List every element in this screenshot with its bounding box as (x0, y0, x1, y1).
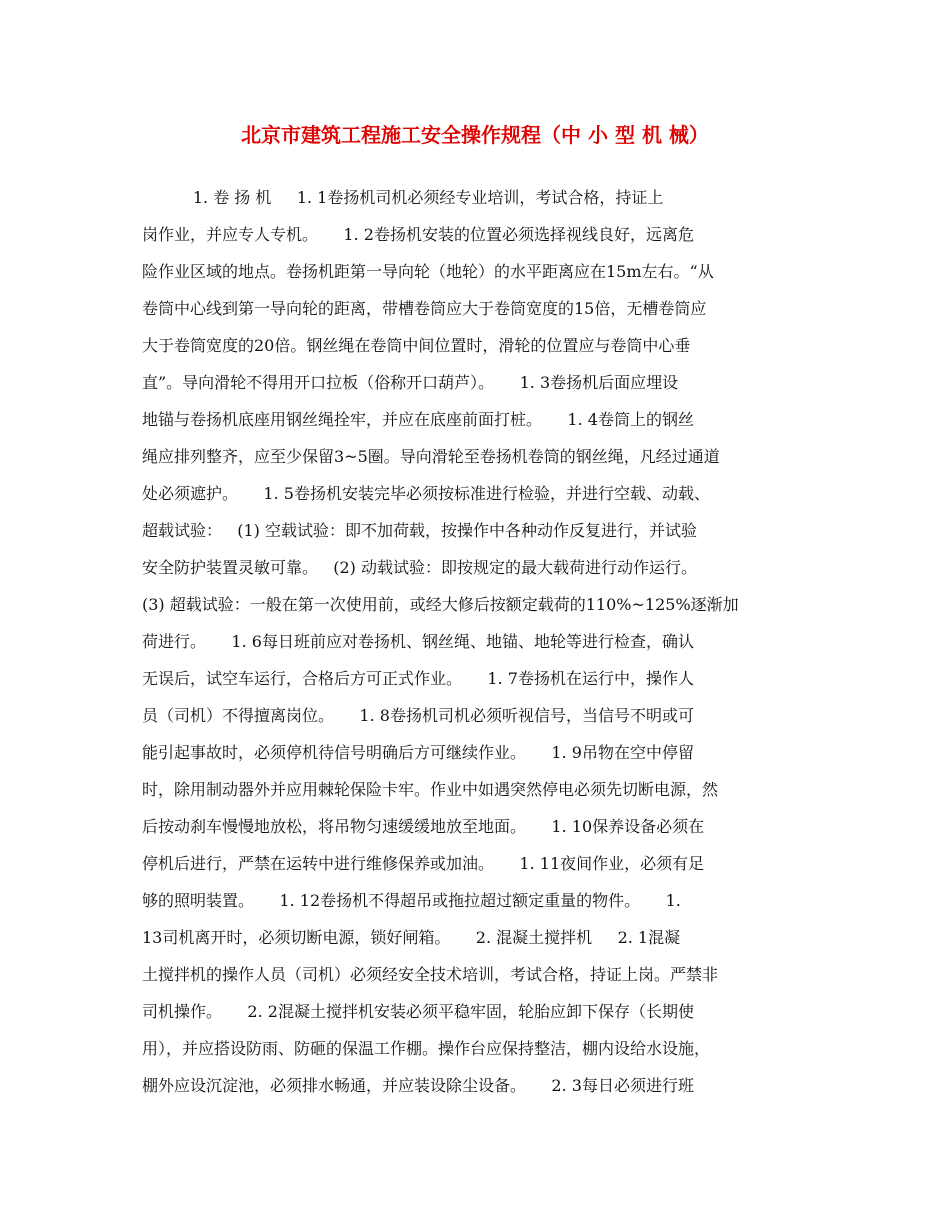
body-line: 岗作业，并应专人专机。 1. 2卷扬机安装的位置必须选择视线良好，远离危 (142, 225, 694, 244)
document-body (142, 179, 842, 1104)
body-line: 超载试验： (1) 空载试验：即不加荷载，按操作中各种动作反复进行，并试验 (142, 521, 698, 540)
body-line: 棚外应设沉淀池，必须排水畅通，并应装设除尘设备。 2. 3每日必须进行班 (142, 1076, 694, 1095)
body-line: 后按动刹车慢慢地放松，将吊物匀速缓缓地放至地面。 1. 10保养设备必须在 (142, 817, 705, 836)
body-line: 绳应排列整齐，应至少保留3~5圈。导向滑轮至卷扬机卷筒的钢丝绳，凡经过通道 (142, 447, 720, 466)
body-line: 安全防护装置灵敏可靠。 (2) 动载试验：即按规定的最大载荷进行动作运行。 (142, 558, 698, 577)
body-line: 大于卷筒宽度的20倍。钢丝绳在卷筒中间位置时，滑轮的位置应与卷筒中心垂 (142, 336, 691, 355)
body-line: 处必须遮护。 1. 5卷扬机安装完毕必须按标准进行检验，并进行空载、动载、 (142, 484, 710, 503)
body-line: 够的照明装置。 1. 12卷扬机不得超吊或拖拉超过额定重量的物件。 1. (142, 891, 681, 910)
body-line: 卷筒中心线到第一导向轮的距离，带槽卷筒应大于卷筒宽度的15倍，无槽卷筒应 (142, 299, 707, 318)
body-line: (3) 超载试验：一般在第一次使用前，或经大修后按额定载荷的110%~125%逐渐加 (142, 595, 739, 614)
body-line: 停机后进行，严禁在运转中进行维修保养或加油。 1. 11夜间作业，必须有足 (142, 854, 705, 873)
body-line: 用），并应搭设防雨、防砸的保温工作棚。操作台应保持整洁，棚内设给水设施， (142, 1039, 711, 1058)
body-line: 员（司机）不得擅离岗位。 1. 8卷扬机司机必须听视信号，当信号不明或可 (142, 706, 694, 725)
body-line: 时，除用制动器外并应用棘轮保险卡牢。作业中如遇突然停电必须先切断电源，然 (142, 780, 719, 799)
body-line: 1. 卷 扬 机 1. 1卷扬机司机必须经专业培训，考试合格，持证上 (142, 188, 664, 207)
body-line: 险作业区域的地点。卷扬机距第一导向轮（地轮）的水平距离应在15m左右。“从 (142, 262, 714, 281)
body-line: 无误后，试空车运行，合格后方可正式作业。 1. 7卷扬机在运行中，操作人 (142, 669, 694, 688)
body-line: 13司机离开时，必须切断电源，锁好闸箱。 2. 混凝土搅拌机 2. 1混凝 (142, 928, 681, 947)
body-line: 荷进行。 1. 6每日班前应对卷扬机、钢丝绳、地锚、地轮等进行检查，确认 (142, 632, 694, 651)
body-line: 司机操作。 2. 2混凝土搅拌机安装必须平稳牢固，轮胎应卸下保存（长期使 (142, 1002, 694, 1021)
body-line: 土搅拌机的操作人员（司机）必须经安全技术培训，考试合格，持证上岗。严禁非 (142, 965, 719, 984)
body-line: 能引起事故时，必须停机待信号明确后方可继续作业。 1. 9吊物在空中停留 (142, 743, 694, 762)
body-line: 直”。导向滑轮不得用开口拉板（俗称开口葫芦）。 1. 3卷扬机后面应埋设 (142, 373, 679, 392)
body-line: 地锚与卷扬机底座用钢丝绳拴牢，并应在底座前面打桩。 1. 4卷筒上的钢丝 (142, 410, 694, 429)
document-title: 北京市建筑工程施工安全操作规程（中 小 型 机 械） (241, 123, 709, 147)
